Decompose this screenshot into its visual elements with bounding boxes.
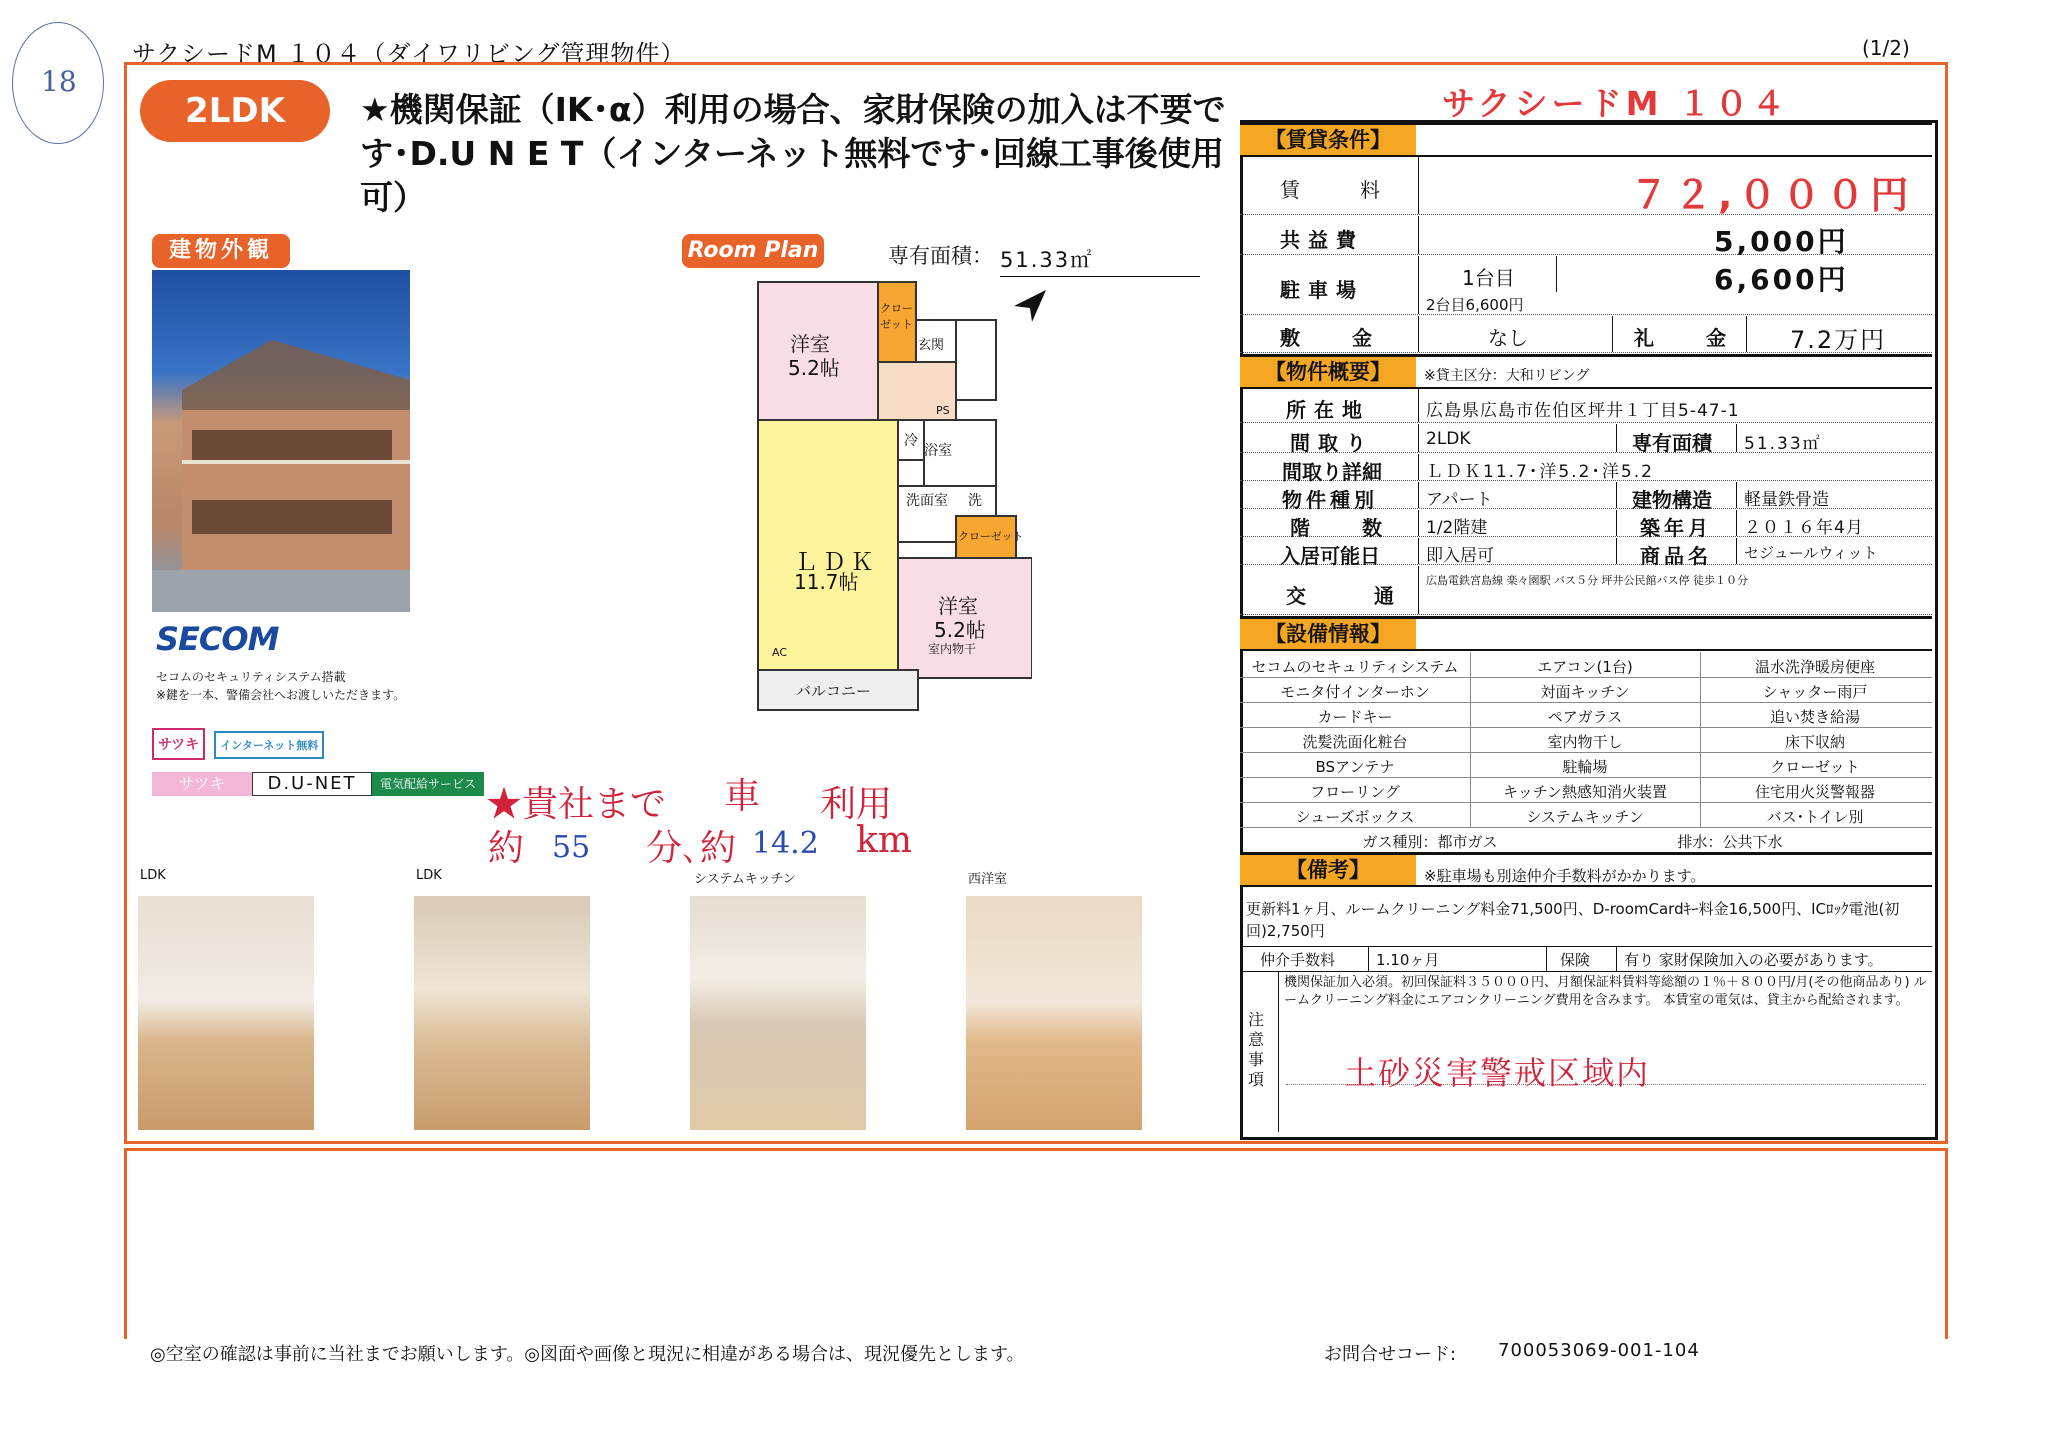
- row-address: [1240, 388, 1932, 423]
- row-rent: [1240, 156, 1932, 215]
- equip-item: BSアンテナ: [1315, 758, 1395, 776]
- section-notes: [1240, 852, 1932, 887]
- move-in-label: 入居可能日: [1280, 544, 1380, 568]
- caution-label: 注意事項: [1248, 1010, 1265, 1089]
- row-parking: [1240, 256, 1932, 315]
- fee-value: 1.10ヶ月: [1376, 951, 1440, 969]
- service-strip: [152, 772, 484, 796]
- photo-west-room: [966, 896, 1142, 1130]
- plan-ps: PS: [936, 404, 950, 417]
- photo-caption-2: LDK: [416, 868, 442, 883]
- key-money-label: 礼 金: [1634, 326, 1742, 350]
- equip-item: 室内物干し: [1547, 733, 1623, 751]
- satsuki-badge: サツキ: [152, 728, 205, 760]
- senyu-label: 専有面積: [1632, 431, 1712, 455]
- plan-entrance: 玄関: [918, 338, 945, 353]
- row-fee-divider3: [1616, 947, 1617, 971]
- equip-item: カードキー: [1317, 708, 1393, 726]
- row-type-divider3: [1736, 482, 1737, 508]
- row-type-divider: [1418, 482, 1419, 508]
- equip-row-1: [1240, 652, 1932, 678]
- plan-bath: 浴室: [924, 443, 952, 459]
- insurance-label: 保険: [1560, 951, 1591, 969]
- hand-note-1b: 車: [724, 776, 761, 817]
- equip-item: 床下収納: [1784, 733, 1845, 751]
- secom-note-line1: セコムのセキュリティシステム搭載: [156, 670, 346, 684]
- row-move-divider: [1418, 538, 1419, 564]
- equip-row-6: [1240, 777, 1932, 803]
- row-deposit: [1240, 316, 1932, 353]
- rent-label: 賃 料: [1280, 178, 1400, 202]
- plan-balcony: バルコニー: [796, 682, 872, 700]
- plan-room1: 洋室: [790, 332, 830, 356]
- plan-wash: 洗面室: [906, 493, 948, 509]
- row-floor-divider2: [1616, 510, 1617, 536]
- lower-frame: [124, 1148, 1948, 1339]
- area-label: 専有面積：: [888, 244, 993, 268]
- photo-kitchen: [690, 896, 866, 1130]
- secom-note: [156, 668, 405, 704]
- equip-item: 対面キッチン: [1540, 683, 1630, 701]
- layout-badge: 2LDK: [140, 80, 330, 142]
- hand-note-2c: 分､約: [646, 828, 737, 869]
- hand-note-2d: 14.2: [752, 826, 819, 861]
- rent-value: ７２,０００円: [1630, 173, 1915, 217]
- caution-text: 機関保証加入必須。初回保証料３５０００円、月額保証料賃料等総額の１％＋８００円/月(その他商品あり) ルームクリーニング料金にエアコンクリーニング費用を含みます。 本賃室の電気は、貸主から配給されます。: [1284, 975, 1927, 1008]
- traffic-value: 広島電鉄宮島線 楽々園駅 バス５分 坪井公民館バス停 徒歩１０分: [1426, 574, 1748, 587]
- plan-closet1: クローゼット: [880, 302, 913, 331]
- equip-row-7: [1240, 802, 1932, 828]
- plan-room2: 洋室: [938, 594, 978, 618]
- floor-plan: [756, 280, 1032, 712]
- building-illustration: [152, 270, 410, 612]
- building-tag: 建物外観: [152, 234, 290, 268]
- equip-item: 駐輪場: [1562, 758, 1608, 776]
- structure-value: 軽量鉄骨造: [1744, 490, 1829, 510]
- type-value: アパート: [1426, 490, 1493, 510]
- plan-room2-size: 5.2帖: [934, 618, 986, 642]
- move-in-value: 即入居可: [1426, 546, 1494, 566]
- deposit-value: なし: [1488, 326, 1528, 350]
- strip-satsuki: サツキ: [152, 772, 252, 796]
- photo-ldk-1: [138, 896, 314, 1130]
- equip-item: フローリング: [1310, 783, 1400, 801]
- secom-logo: SECOM: [156, 620, 279, 658]
- plan-drying: 室内物干: [928, 642, 977, 656]
- row-move: [1240, 538, 1932, 568]
- parking-second: 2台目6,600円: [1426, 296, 1524, 314]
- parking-first: 1台目: [1462, 266, 1515, 290]
- row-deposit-divider: [1418, 316, 1419, 352]
- row-floor-divider3: [1736, 510, 1737, 536]
- equip-col-divider-1: [1470, 652, 1471, 827]
- parking-label: 駐車場: [1280, 278, 1364, 302]
- equip-item: 洗髪洗面化粧台: [1302, 733, 1408, 751]
- row-move-divider2: [1616, 538, 1617, 564]
- row-fee: [1240, 946, 1932, 972]
- madori-value: 2LDK: [1426, 429, 1471, 449]
- row-floor: [1240, 510, 1932, 540]
- hand-note-1c: 利用: [820, 784, 893, 825]
- drain-type: 排水：公共下水: [1677, 833, 1783, 851]
- row-fee-divider: [1368, 947, 1369, 971]
- equip-row-5: [1240, 752, 1932, 778]
- footer-notice: ◎空室の確認は事前に当社までお願いします。◎図面や画像と現況に相違がある場合は、現況優先とします。: [150, 1344, 1025, 1365]
- hand-note-1a: ★貴社まで: [486, 784, 667, 825]
- row-parking-divider2: [1556, 256, 1557, 292]
- senyu-value: 51.33㎡: [1744, 434, 1822, 454]
- strip-dunet: D.U-NET: [252, 772, 372, 796]
- plan-ldk: ＬＤＫ: [794, 548, 878, 576]
- parking-value: 6,600円: [1714, 263, 1849, 296]
- common-label: 共益費: [1280, 228, 1364, 252]
- internet-free-badge: インターネット無料: [214, 731, 324, 759]
- insurance-value: 有り 家財保険加入の必要があります。: [1624, 951, 1883, 969]
- row-common: [1240, 216, 1932, 258]
- equip-item: 追い焚き給湯: [1769, 708, 1860, 726]
- detail-label: 間取り詳細: [1282, 460, 1382, 484]
- product-label: 商品名: [1640, 544, 1712, 568]
- section-equipment-label: 【設備情報】: [1240, 619, 1416, 649]
- row-type: [1240, 482, 1932, 512]
- parking-fee-note: ※駐車場も別途仲介手数料がかかります。: [1424, 867, 1706, 885]
- address-value: 広島県広島市佐伯区坪井１丁目5-47-1: [1426, 401, 1740, 421]
- hazard-warning: 土砂災害警戒区域内: [1344, 1054, 1651, 1092]
- photo-caption-1: LDK: [140, 868, 166, 883]
- hand-note-2e: km: [856, 820, 912, 861]
- row-floor-divider: [1418, 510, 1419, 536]
- equip-item: クローゼット: [1770, 758, 1860, 776]
- hand-note-2a: 約: [488, 828, 525, 869]
- inquiry-code-label: お問合せコード:: [1324, 1344, 1457, 1365]
- equip-col-divider-2: [1700, 652, 1701, 827]
- row-madori-divider: [1418, 424, 1419, 452]
- type-label: 物件種別: [1282, 488, 1378, 512]
- row-madori-divider3: [1736, 424, 1737, 452]
- section-overview: [1240, 354, 1932, 389]
- photo-ldk-2: [414, 896, 590, 1130]
- inquiry-code-value: 700053069-001-104: [1498, 1340, 1700, 1361]
- equip-item: セコムのセキュリティシステム: [1251, 658, 1459, 676]
- handwritten-circle-number: 18: [12, 22, 104, 144]
- plan-room1-size: 5.2帖: [788, 356, 840, 380]
- row-traffic: [1240, 566, 1932, 615]
- building-photo: [152, 270, 410, 612]
- row-common-divider: [1418, 216, 1419, 254]
- floor-label: 階 数: [1290, 516, 1398, 540]
- room-plan-tag: Room Plan: [682, 234, 824, 268]
- equip-item: バス･トイレ別: [1766, 808, 1864, 826]
- strip-electric: 電気配給サービス: [372, 772, 484, 796]
- equip-item: 住宅用火災警報器: [1754, 783, 1875, 801]
- equip-item: モニタ付インターホン: [1280, 683, 1430, 701]
- detail-value: ＬＤＫ11.7･洋5.2･洋5.2: [1426, 462, 1654, 482]
- row-madori: [1240, 424, 1932, 453]
- photo-caption-4: 西洋室: [968, 872, 1008, 887]
- product-value: セジュールウィット: [1744, 544, 1878, 562]
- photo-caption-3: システムキッチン: [694, 872, 796, 887]
- secom-note-line2: ※鍵を一本、警備会社へお渡しいただきます。: [156, 688, 406, 702]
- built-value: ２０１６年4月: [1744, 518, 1864, 538]
- plan-ldk-size: 11.7帖: [794, 570, 859, 594]
- equip-row-gas: [1240, 827, 1932, 853]
- equip-item: ペアガラス: [1547, 708, 1623, 726]
- fee-label: 仲介手数料: [1260, 951, 1336, 969]
- address-label: 所在地: [1286, 398, 1370, 422]
- equip-item: シューズボックス: [1295, 808, 1415, 826]
- page-indicator: (1/2): [1862, 36, 1910, 60]
- equip-item: 温水洗浄暖房便座: [1754, 658, 1875, 676]
- row-detail: [1240, 454, 1932, 484]
- section-overview-label: 【物件概要】: [1240, 357, 1416, 387]
- equip-row-3: [1240, 702, 1932, 728]
- key-money-value: 7.2万円: [1790, 326, 1887, 354]
- row-traffic-divider: [1418, 566, 1419, 614]
- built-label: 築年月: [1640, 516, 1712, 540]
- traffic-label: 交 通: [1286, 584, 1418, 608]
- row-address-divider: [1418, 388, 1419, 422]
- row-deposit-divider3: [1746, 316, 1747, 352]
- owner-note: ※貸主区分：大和リビング: [1424, 368, 1590, 384]
- equip-item: キッチン熱感知消火装置: [1503, 783, 1667, 801]
- equip-row-2: [1240, 677, 1932, 703]
- equip-item: エアコン(1台): [1537, 658, 1633, 676]
- section-equipment: [1240, 616, 1932, 651]
- row-deposit-divider2: [1612, 316, 1613, 352]
- row-move-divider3: [1736, 538, 1737, 564]
- row-type-divider2: [1616, 482, 1617, 508]
- common-value: 5,000円: [1714, 225, 1849, 258]
- caution-divider: [1278, 972, 1279, 1132]
- equip-item: システムキッチン: [1526, 808, 1644, 826]
- equip-item: シャッター雨戸: [1762, 683, 1868, 701]
- structure-label: 建物構造: [1632, 488, 1712, 512]
- row-fee-divider2: [1546, 947, 1547, 971]
- row-parking-divider: [1418, 256, 1419, 314]
- madori-label: 間取り: [1290, 431, 1374, 455]
- hand-note-2b: 55: [552, 830, 591, 865]
- floor-value: 1/2階建: [1426, 518, 1488, 538]
- row-madori-divider2: [1616, 424, 1617, 452]
- plan-fridge: 冷: [904, 433, 918, 449]
- row-rent-divider: [1418, 156, 1419, 214]
- document-title: サクシードM １０４（ダイワリビング管理物件）: [132, 40, 686, 68]
- plan-washer: 洗: [968, 493, 982, 509]
- section-rent: [1240, 122, 1932, 157]
- headline: ★機関保証（IK･α）利用の場合、家財保険の加入は不要です･D.U N E T（インターネット無料です･回線工事後使用可）: [360, 90, 1226, 217]
- row-detail-divider: [1418, 454, 1419, 480]
- plan-closet2: クローゼット: [958, 530, 1024, 543]
- plan-ac: AC: [772, 646, 788, 659]
- deposit-label: 敷 金: [1280, 326, 1388, 350]
- gas-type: ガス種別：都市ガス: [1362, 833, 1498, 851]
- section-rent-label: 【賃貸条件】: [1240, 125, 1416, 155]
- property-title: サクシードM １０４: [1442, 84, 1790, 123]
- equip-row-4: [1240, 727, 1932, 753]
- section-notes-label: 【備考】: [1240, 855, 1416, 885]
- renewal-fees: 更新料1ヶ月、ルームクリーニング料金71,500円、D-roomCardｷｰ料金16,500円、ICﾛｯｸ電池(初回)2,750円: [1246, 900, 1900, 940]
- service-badges: [152, 728, 328, 760]
- area-value: 51.33㎡: [1000, 244, 1200, 277]
